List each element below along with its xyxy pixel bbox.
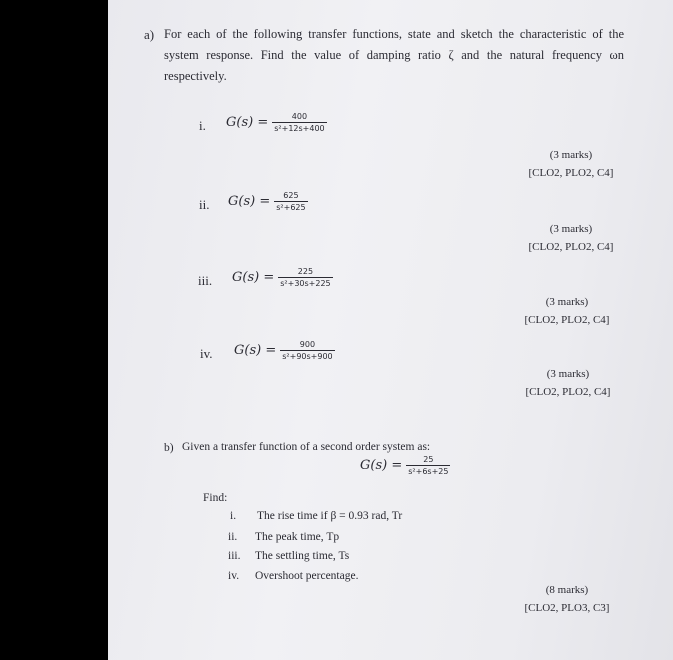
numerator: 225 (297, 267, 314, 276)
clo-text: [CLO2, PLO2, C4] (525, 386, 611, 398)
marks-block (516, 223, 626, 253)
denominator: s²+30s+225 (280, 279, 331, 288)
equation-lhs: G(s) = (228, 194, 271, 209)
denominator: s²+6s+25 (408, 467, 449, 476)
numerator: 625 (283, 191, 299, 200)
marks-text: (3 marks) (546, 368, 590, 380)
item-index: iv. (228, 570, 240, 582)
question-index: ii. (199, 197, 210, 212)
item-text: Overshoot percentage. (255, 570, 359, 582)
fraction (280, 340, 334, 361)
denominator: s²+625 (276, 203, 306, 212)
clo-text: [CLO2, PLO2, C4] (528, 167, 614, 179)
item-text: The settling time, Ts (255, 550, 350, 562)
item-index: iii. (228, 550, 241, 562)
marks-text: (3 marks) (549, 149, 593, 161)
exam-page (108, 0, 673, 660)
item-text: The rise time if β = 0.93 rad, Tr (257, 510, 403, 522)
question-index: iv. (200, 346, 213, 361)
question-index: i. (199, 118, 206, 133)
marks-block (516, 149, 626, 179)
part-a-intro: For each of the following transfer functions, state and sketch the characteristic of the system response. Find the value of damping ratio ζ and the natural frequency ωn respectively. (164, 27, 624, 83)
fraction (274, 191, 307, 212)
question-index: iii. (198, 273, 213, 288)
part-b-transfer-function (360, 455, 450, 476)
marks-block (512, 584, 622, 614)
clo-text: [CLO2, PLO3, C3] (524, 602, 610, 614)
clo-text: [CLO2, PLO2, C4] (524, 314, 610, 326)
transfer-function (226, 112, 327, 133)
part-a-label: a) (144, 27, 155, 42)
clo-text: [CLO2, PLO2, C4] (528, 241, 614, 253)
marks-text: (3 marks) (549, 223, 593, 235)
equation-lhs: G(s) = (226, 115, 269, 130)
item-text: The peak time, Tp (255, 531, 340, 543)
part-b-intro: Given a transfer function of a second order system as: (182, 441, 431, 453)
transfer-function (228, 191, 308, 212)
marks-block (512, 296, 622, 326)
item-index: ii. (228, 531, 238, 543)
numerator: 25 (423, 455, 434, 464)
equation-lhs: G(s) = (234, 343, 277, 358)
marks-block (513, 368, 623, 398)
find-label: Find: (203, 492, 228, 504)
fraction (278, 267, 332, 288)
item-index: i. (230, 510, 237, 522)
equation-lhs: G(s) = (360, 458, 403, 473)
equation-lhs: G(s) = (232, 270, 275, 285)
denominator: s²+90s+900 (282, 352, 333, 361)
denominator: s²+12s+400 (274, 124, 325, 133)
fraction (406, 455, 450, 476)
marks-text: (8 marks) (545, 584, 589, 596)
numerator: 400 (291, 112, 308, 121)
fraction (272, 112, 326, 133)
transfer-function (232, 267, 333, 288)
transfer-function (234, 340, 335, 361)
part-b-label: b) (164, 442, 174, 454)
marks-text: (3 marks) (545, 296, 589, 308)
numerator: 900 (299, 340, 316, 349)
